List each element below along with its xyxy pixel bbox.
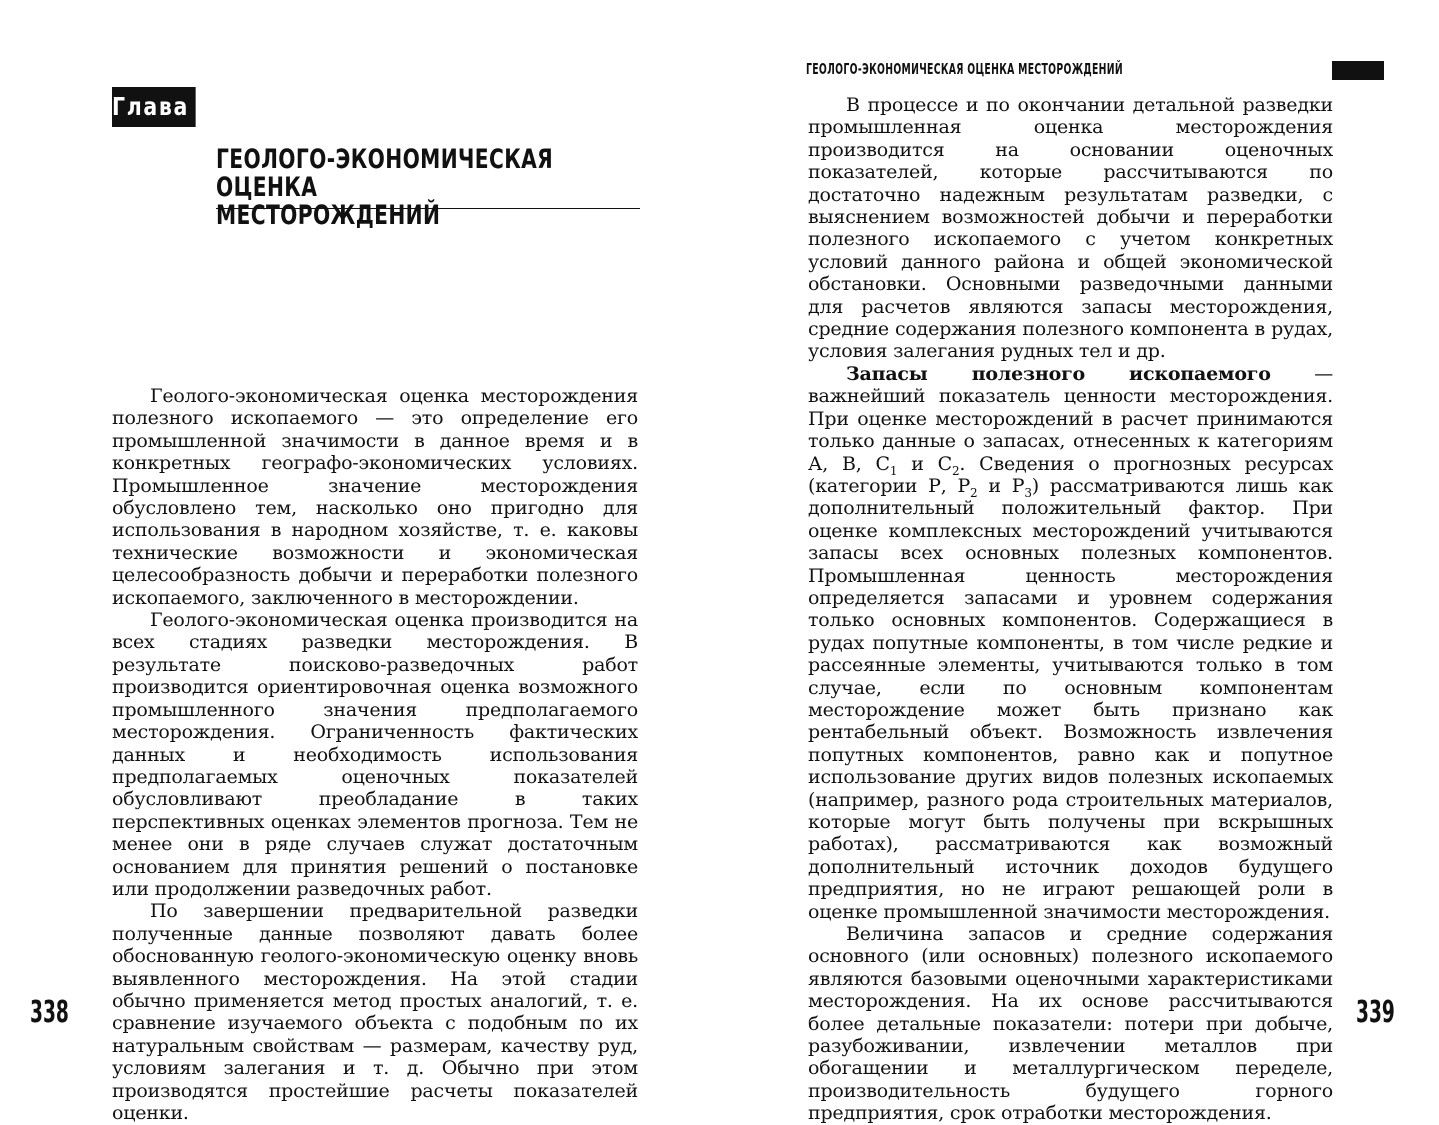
paragraph: Геолого-экономическая оценка производится на всех стадиях разведки месторождения. В результате поисково-разведочных работ производится ориентировочная оценка возможного промышленного значения предполагаемого месторождения. Ограниченность фактических данных и необходимость использования предполагаемых оценочных показателей обусловливают преобладание в таких перспективных оценках элементов прогноза. Тем не менее они в ряде случаев служат достаточным основанием для принятия решений о постановке или продолжении разведочных работ. — [112, 609, 638, 900]
chapter-title — [216, 146, 606, 230]
chapter-title-line2: МЕСТОРОЖДЕНИЙ — [216, 200, 441, 231]
paragraph: Величина запасов и средние содержания основного (или основных) полезного ископаемого являются базовыми оценочными характеристиками месторождения. На их основе рассчитываются более детальные показатели: потери при добыче, разубоживании, извлечении металлов при обогащении и металлургическом переделе, производительность будущего горного предприятия, срок отработки месторождения. — [808, 923, 1333, 1125]
page-number-right: 339 — [1356, 995, 1395, 1030]
paragraph: Запасы полезного ископаемого — важнейший показатель ценности месторождения. При оценке месторождений в расчет принимаются только данные о запасах, отнесенных к категориям А, В, $С_1$ и $С_2$. Сведения о прогнозных ресурсах (категории Р, $Р_2$ и $Р_3$) рассматриваются лишь как дополнительный положительный фактор. При оценке комплексных месторождений учитываются запасы всех основных полезных компонентов. Промышленная ценность месторождения определяется запасами и уровнем содержания только основных компонентов. Содержащиеся в рудах попутные компоненты, в том числе редкие и рассеянные элементы, учитываются только в том случае, если по основным компонентам месторождение может быть признано как рентабельный объект. Возможность извлечения попутных компонентов, равно как и попутное использование других видов полезных ископаемых (например, разного рода строительных материалов, которые могут быть получены при вскрышных работах), рассматриваются как возможный дополнительный источник доходов будущего предприятия, но не играют решающей роли в оценке промышленной значимости месторождения. — [808, 362, 1334, 923]
right-body-text — [808, 94, 1333, 1125]
running-head-bar — [1332, 61, 1384, 80]
left-body-text — [112, 385, 638, 1124]
paragraph: В процессе и по окончании детальной разведки промышленная оценка месторождения производится на основании оценочных показателей, которые рассчитываются по достаточно надежным результатам разведки, с выяснением возможностей добычи и переработки полезного ископаемого с учетом конкретных условий данного района и общей экономической обстановки. Основными разведочными данными для расчетов являются запасы месторождения, средние содержания полезного компонента в рудах, условия залегания рудных тел и др. — [808, 94, 1333, 363]
bold-term: Запасы полезного ископаемого — [846, 362, 1271, 385]
page-number-left: 338 — [30, 995, 69, 1030]
chapter-title-rule — [216, 208, 640, 209]
chapter-label: Глава 8 — [112, 87, 196, 127]
right-page — [720, 0, 1439, 1125]
chapter-title-line1: ГЕОЛОГО-ЭКОНОМИЧЕСКАЯ ОЦЕНКА — [216, 144, 554, 203]
running-head: ГЕОЛОГО-ЭКОНОМИЧЕСКАЯ ОЦЕНКА МЕСТОРОЖДЕНИЙ — [806, 60, 1123, 78]
left-page — [0, 0, 720, 1124]
paragraph: По завершении предварительной разведки полученные данные позволяют давать более обоснованную геолого-экономическую оценку вновь выявленного месторождения. На этой стадии обычно применяется метод простых аналогий, т. е. сравнение изучаемого объекта с подобным по их натуральным свойствам — размерам, качеству руд, условиям залегания и т. д. Обычно при этом производятся простейшие расчеты показателей оценки. — [112, 900, 638, 1124]
paragraph: Геолого-экономическая оценка месторождения полезного ископаемого — это определение его промышленной значимости в данное время и в конкретных географо-экономических условиях. Промышленное значение месторождения обусловлено тем, насколько оно пригодно для использования в народном хозяйстве, т. е. каковы технические возможности и экономическая целесообразность добычи и переработки полезного ископаемого, заключенного в месторождении. — [112, 385, 638, 609]
